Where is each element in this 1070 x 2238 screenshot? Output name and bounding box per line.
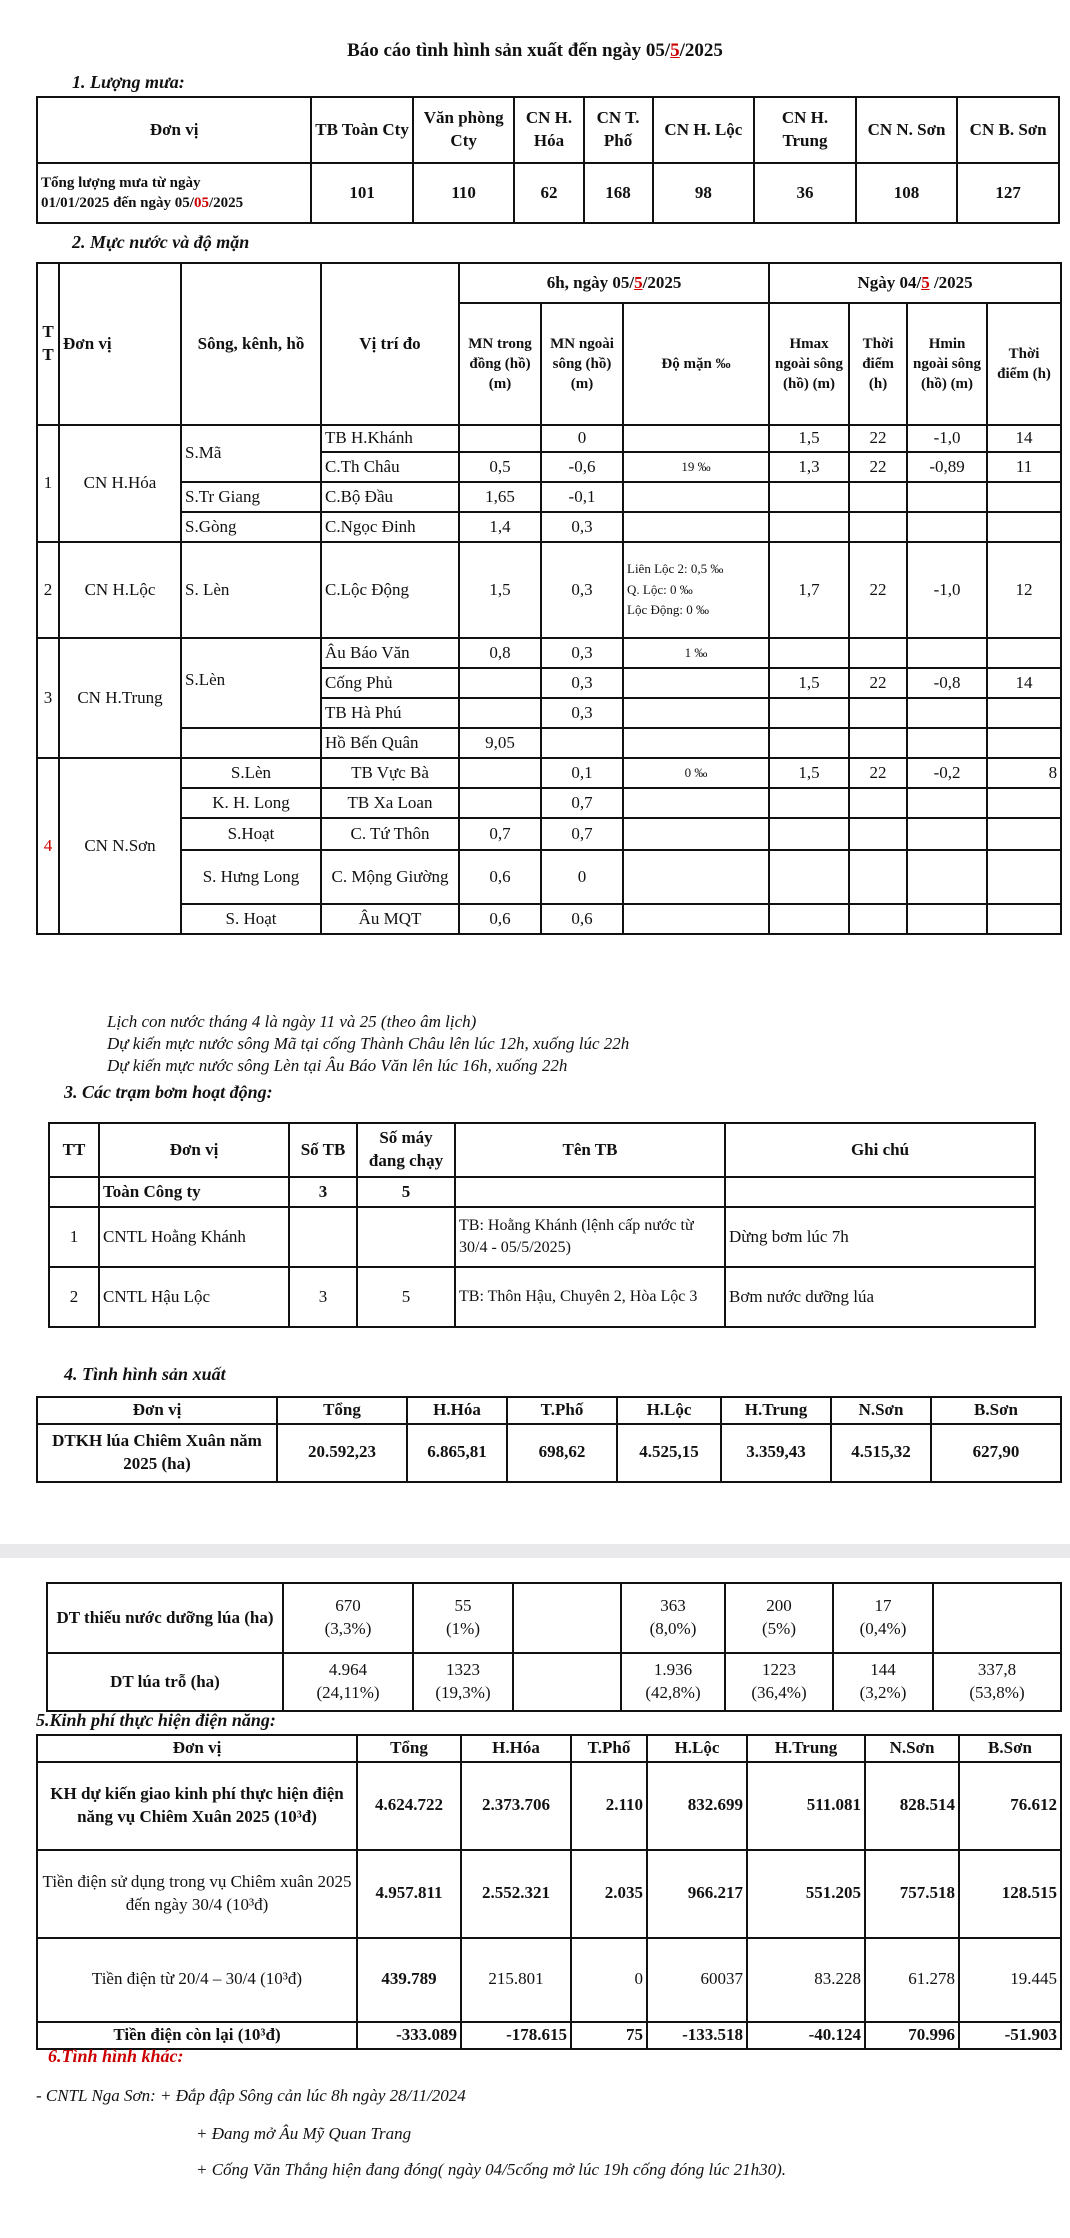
cost-value: 2.373.706 <box>461 1762 571 1850</box>
cell-mn-out: -0,6 <box>541 452 623 482</box>
cell-time: 22 <box>849 542 907 638</box>
cell-time: 12 <box>987 542 1061 638</box>
heading-value: 1323 (19,3%) <box>413 1653 513 1711</box>
rain-value: 36 <box>754 163 856 223</box>
row-unit: CN N.Sơn <box>59 758 181 934</box>
rain-value: 62 <box>514 163 583 223</box>
cost-value: 2.552.321 <box>461 1850 571 1938</box>
row-label: DTKH lúa Chiêm Xuân năm 2025 (ha) <box>37 1424 277 1482</box>
cell-mn-out: 0,7 <box>541 788 623 818</box>
cell-mn-out: -0,1 <box>541 482 623 512</box>
row-unit: CN H.Trung <box>59 638 181 758</box>
header-col: N.Sơn <box>831 1397 931 1424</box>
cell-salinity <box>623 668 769 698</box>
heading-value <box>513 1653 621 1711</box>
cell-location: Hồ Bến Quân <box>321 728 459 758</box>
cell-location: C. Tứ Thôn <box>321 818 459 850</box>
header-time: Thời điểm (h) <box>849 303 907 425</box>
cost-value: 60037 <box>647 1938 747 2022</box>
row-label: DT lúa trỗ (ha) <box>47 1653 283 1711</box>
rain-value: 127 <box>957 163 1059 223</box>
area-value: 4.515,32 <box>831 1424 931 1482</box>
cost-value: 551.205 <box>747 1850 865 1938</box>
cell-mn-in: 0,5 <box>459 452 541 482</box>
shortage-value: 363 (8,0%) <box>621 1583 725 1653</box>
header-col: CN B. Sơn <box>957 97 1059 163</box>
cost-value: 832.699 <box>647 1762 747 1850</box>
cell-time: 22 <box>849 452 907 482</box>
cell-tt: 2 <box>49 1267 99 1327</box>
cell-note: Bơm nước dưỡng lúa <box>725 1267 1035 1327</box>
cell-location: C. Mộng Giường <box>321 850 459 904</box>
cost-value: 19.445 <box>959 1938 1061 2022</box>
row-tt: 4 <box>37 758 59 934</box>
cell-location: TB H.Khánh <box>321 425 459 452</box>
cost-value: 61.278 <box>865 1938 959 2022</box>
cost-value: 439.789 <box>357 1938 461 2022</box>
cell-time <box>987 788 1061 818</box>
cell-river: S. Hưng Long <box>181 850 321 904</box>
shortage-value <box>513 1583 621 1653</box>
cell-hmin <box>907 904 987 934</box>
header-tt: T T <box>37 263 59 425</box>
cell-hmin: -1,0 <box>907 425 987 452</box>
cell-count: 3 <box>289 1267 357 1327</box>
cell-river: S.Gòng <box>181 512 321 542</box>
area-value: 20.592,23 <box>277 1424 407 1482</box>
cell-mn-in: 1,65 <box>459 482 541 512</box>
cell-mn-out: 0,3 <box>541 542 623 638</box>
cell-time <box>987 904 1061 934</box>
cell-mn-in: 9,05 <box>459 728 541 758</box>
shortage-value: 200 (5%) <box>725 1583 833 1653</box>
cell-running: 5 <box>357 1267 455 1327</box>
cell-location: C.Th Châu <box>321 452 459 482</box>
cell-river: S.Mã <box>181 425 321 482</box>
header-col: B.Sơn <box>959 1735 1061 1762</box>
header-running: Số máy đang chạy <box>357 1123 455 1177</box>
cell-hmin: -0,2 <box>907 758 987 788</box>
cell-location: TB Xa Loan <box>321 788 459 818</box>
header-mn-out: MN ngoài sông (hồ) (m) <box>541 303 623 425</box>
cell-hmin: -0,89 <box>907 452 987 482</box>
cell-river: S. Lèn <box>181 542 321 638</box>
section-2-heading: 2. Mực nước và độ mặn <box>72 232 250 252</box>
area-value: 627,90 <box>931 1424 1061 1482</box>
cell-mn-out <box>541 728 623 758</box>
cell-hmin <box>907 850 987 904</box>
water-level-table <box>36 262 1062 935</box>
cell-hmax: 1,5 <box>769 425 849 452</box>
cell-salinity <box>623 425 769 452</box>
heading-value: 1223 (36,4%) <box>725 1653 833 1711</box>
row-tt: 1 <box>37 425 59 542</box>
cell-location: TB Hà Phú <box>321 698 459 728</box>
cell-mn-in: 0,7 <box>459 818 541 850</box>
header-river: Sông, kênh, hồ <box>181 263 321 425</box>
cell-location: Âu Báo Văn <box>321 638 459 668</box>
cell-hmax: 1,3 <box>769 452 849 482</box>
cell-hmin <box>907 818 987 850</box>
cell-mn-out: 0,7 <box>541 818 623 850</box>
cell-river: K. H. Long <box>181 788 321 818</box>
cell-hmax: 1,5 <box>769 668 849 698</box>
cell-time <box>987 818 1061 850</box>
cell-note: Dừng bơm lúc 7h <box>725 1207 1035 1267</box>
cell-time <box>849 728 907 758</box>
cell-mn-in: 0,6 <box>459 850 541 904</box>
cell-time: 14 <box>987 668 1061 698</box>
header-tt: TT <box>49 1123 99 1177</box>
cell-hmin <box>907 482 987 512</box>
rain-value: 101 <box>311 163 413 223</box>
cell-hmax <box>769 788 849 818</box>
cell-time <box>987 698 1061 728</box>
header-count: Số TB <box>289 1123 357 1177</box>
cell-hmax <box>769 850 849 904</box>
cell-hmin <box>907 638 987 668</box>
cell-mn-in: 0,6 <box>459 904 541 934</box>
cell-time <box>849 638 907 668</box>
cell-note <box>725 1177 1035 1207</box>
cell-salinity <box>623 698 769 728</box>
header-col: H.Trung <box>721 1397 831 1424</box>
header-col: CN H. Lộc <box>653 97 755 163</box>
cost-value: 76.612 <box>959 1762 1061 1850</box>
cell-station-name: TB: Hoằng Khánh (lệnh cấp nước từ 30/4 - 05/5/2025) <box>455 1207 725 1267</box>
area-value: 698,62 <box>507 1424 617 1482</box>
cell-time <box>987 850 1061 904</box>
cell-mn-in <box>459 758 541 788</box>
rain-value: 168 <box>584 163 653 223</box>
cell-time <box>849 904 907 934</box>
section-4-heading: 4. Tình hình sản xuất <box>64 1364 226 1384</box>
heading-value: 144 (3,2%) <box>833 1653 933 1711</box>
row-label: Tiền điện còn lại (10³đ) <box>37 2022 357 2049</box>
cell-location: Âu MQT <box>321 904 459 934</box>
cell-hmax <box>769 512 849 542</box>
cell-time: 11 <box>987 452 1061 482</box>
row-tt: 2 <box>37 542 59 638</box>
rain-value: 110 <box>413 163 515 223</box>
cell-mn-out: 0 <box>541 850 623 904</box>
cell-time <box>987 512 1061 542</box>
section-3-heading: 3. Các trạm bơm hoạt động: <box>64 1082 273 1102</box>
page-break <box>0 1544 1070 1558</box>
shortage-value: 670 (3,3%) <box>283 1583 413 1653</box>
cell-time: 22 <box>849 425 907 452</box>
tide-note: Lịch con nước tháng 4 là ngày 11 và 25 (theo âm lịch) <box>107 1012 477 1031</box>
cell-time <box>987 482 1061 512</box>
header-unit: Đơn vị <box>37 1397 277 1424</box>
cell-time <box>849 482 907 512</box>
cell-hmin: -1,0 <box>907 542 987 638</box>
header-station-name: Tên TB <box>455 1123 725 1177</box>
cell-salinity: 1 ‰ <box>623 638 769 668</box>
cell-count: 3 <box>289 1177 357 1207</box>
header-col: H.Lộc <box>617 1397 721 1424</box>
row-label: Tiền điện sử dụng trong vụ Chiêm xuân 2025 đến ngày 30/4 (10³đ) <box>37 1850 357 1938</box>
cell-salinity <box>623 818 769 850</box>
cost-value: 4.624.722 <box>357 1762 461 1850</box>
cell-running <box>357 1207 455 1267</box>
cell-running: 5 <box>357 1177 455 1207</box>
cost-value: 75 <box>571 2022 647 2049</box>
cell-hmin <box>907 728 987 758</box>
cell-salinity <box>623 482 769 512</box>
tide-note: Dự kiến mực nước sông Mã tại cống Thành Châu lên lúc 12h, xuống lúc 22h <box>107 1034 630 1053</box>
header-col: CN N. Sơn <box>856 97 958 163</box>
header-hmin: Hmin ngoài sông (hồ) (m) <box>907 303 987 425</box>
cell-station-name: TB: Thôn Hậu, Chuyên 2, Hòa Lộc 3 <box>455 1267 725 1327</box>
cost-value: 70.996 <box>865 2022 959 2049</box>
cell-hmin <box>907 512 987 542</box>
cell-hmax <box>769 698 849 728</box>
header-salinity: Độ mặn ‰ <box>623 303 769 425</box>
cell-time <box>987 728 1061 758</box>
header-col: CN H. Trung <box>754 97 856 163</box>
cost-value: -40.124 <box>747 2022 865 2049</box>
cost-value: 828.514 <box>865 1762 959 1850</box>
shortage-value: 55 (1%) <box>413 1583 513 1653</box>
area-value: 4.525,15 <box>617 1424 721 1482</box>
cost-value: -333.089 <box>357 2022 461 2049</box>
cell-salinity <box>623 788 769 818</box>
cell-river: S.Lèn <box>181 758 321 788</box>
row-tt: 3 <box>37 638 59 758</box>
cell-location: C.Bộ Đầu <box>321 482 459 512</box>
cell-hmin <box>907 788 987 818</box>
cell-time: 22 <box>849 668 907 698</box>
header-col: T.Phố <box>571 1735 647 1762</box>
cell-mn-in <box>459 425 541 452</box>
header-unit: Đơn vị <box>37 1735 357 1762</box>
heading-value: 337,8 (53,8%) <box>933 1653 1061 1711</box>
other-note: + Đang mở Âu Mỹ Quan Trang <box>196 2124 412 2143</box>
cell-salinity: 0 ‰ <box>623 758 769 788</box>
heading-value: 4.964 (24,11%) <box>283 1653 413 1711</box>
cell-location: C.Lộc Động <box>321 542 459 638</box>
cell-hmax: 1,7 <box>769 542 849 638</box>
cost-value: -133.518 <box>647 2022 747 2049</box>
tide-note: Dự kiến mực nước sông Lèn tại Âu Báo Văn lên lúc 16h, xuống 22h <box>107 1056 568 1075</box>
cell-river: S.Hoạt <box>181 818 321 850</box>
section-5-heading: 5.Kinh phí thực hiện điện năng: <box>36 1710 276 1730</box>
production-table-continued <box>46 1582 1062 1712</box>
cell-salinity <box>623 850 769 904</box>
header-note: Ghi chú <box>725 1123 1035 1177</box>
cell-salinity <box>623 904 769 934</box>
cost-value: -51.903 <box>959 2022 1061 2049</box>
cell-salinity <box>623 728 769 758</box>
cell-river: S.Tr Giang <box>181 482 321 512</box>
cell-station-name <box>455 1177 725 1207</box>
cell-salinity: 19 ‰ <box>623 452 769 482</box>
cell-mn-out: 0,3 <box>541 698 623 728</box>
header-col: T.Phố <box>507 1397 617 1424</box>
header-col: H.Hóa <box>407 1397 507 1424</box>
header-col: H.Trung <box>747 1735 865 1762</box>
cost-value: 966.217 <box>647 1850 747 1938</box>
cell-river <box>181 728 321 758</box>
cost-value: 2.110 <box>571 1762 647 1850</box>
other-note: + Cống Văn Thắng hiện đang đóng( ngày 04/5cống mở lúc 19h cống đóng lúc 21h30). <box>196 2160 786 2179</box>
cell-mn-in <box>459 788 541 818</box>
cell-mn-in: 1,5 <box>459 542 541 638</box>
cell-tt: 1 <box>49 1207 99 1267</box>
heading-value: 1.936 (42,8%) <box>621 1653 725 1711</box>
cell-hmax <box>769 482 849 512</box>
cell-count <box>289 1207 357 1267</box>
row-label: Tiền điện từ 20/4 – 30/4 (10³đ) <box>37 1938 357 2022</box>
pump-station-table <box>48 1122 1036 1328</box>
header-col: Tổng <box>277 1397 407 1424</box>
cell-mn-out: 0,3 <box>541 638 623 668</box>
header-col: CN H. Hóa <box>514 97 583 163</box>
cell-location: C.Ngọc Đinh <box>321 512 459 542</box>
section-1-heading: 1. Lượng mưa: <box>72 72 185 92</box>
header-unit: Đơn vị <box>37 97 311 163</box>
shortage-value: 17 (0,4%) <box>833 1583 933 1653</box>
header-col: H.Lộc <box>647 1735 747 1762</box>
cell-time <box>849 698 907 728</box>
cell-salinity: Liên Lộc 2: 0,5 ‰ Q. Lộc: 0 ‰ Lộc Động: 0 ‰ <box>623 542 769 638</box>
cell-salinity <box>623 512 769 542</box>
cell-unit: Toàn Công ty <box>99 1177 289 1207</box>
rain-value: 98 <box>653 163 755 223</box>
cost-value: 2.035 <box>571 1850 647 1938</box>
cell-hmax <box>769 818 849 850</box>
cell-mn-in <box>459 668 541 698</box>
electricity-table <box>36 1734 1062 2050</box>
header-col: CN T. Phố <box>584 97 653 163</box>
header-col: N.Sơn <box>865 1735 959 1762</box>
row-unit: CN H.Lộc <box>59 542 181 638</box>
cell-time <box>849 818 907 850</box>
header-mn-in: MN trong đồng (hồ) (m) <box>459 303 541 425</box>
rainfall-table <box>36 96 1060 224</box>
header-group-yesterday: Ngày 04/5 /2025 <box>769 263 1061 303</box>
cell-time <box>849 850 907 904</box>
cell-time <box>849 512 907 542</box>
cell-mn-out: 0,1 <box>541 758 623 788</box>
cost-value: -178.615 <box>461 2022 571 2049</box>
cost-value: 128.515 <box>959 1850 1061 1938</box>
header-col: Tổng <box>357 1735 461 1762</box>
cell-time <box>987 638 1061 668</box>
cost-value: 4.957.811 <box>357 1850 461 1938</box>
header-col: TB Toàn Cty <box>311 97 413 163</box>
cell-time: 14 <box>987 425 1061 452</box>
cell-hmax <box>769 638 849 668</box>
cell-mn-out: 0,6 <box>541 904 623 934</box>
cell-time: 22 <box>849 758 907 788</box>
header-col: Văn phòng Cty <box>413 97 515 163</box>
cost-value: 215.801 <box>461 1938 571 2022</box>
cell-unit: CNTL Hậu Lộc <box>99 1267 289 1327</box>
cell-river: S.Lèn <box>181 638 321 728</box>
cell-location: Cống Phủ <box>321 668 459 698</box>
header-col: H.Hóa <box>461 1735 571 1762</box>
report-title: Báo cáo tình hình sản xuất đến ngày 05/5/2025 <box>347 40 723 61</box>
cell-mn-in <box>459 698 541 728</box>
area-value: 3.359,43 <box>721 1424 831 1482</box>
rain-value: 108 <box>856 163 958 223</box>
row-unit: CN H.Hóa <box>59 425 181 542</box>
area-value: 6.865,81 <box>407 1424 507 1482</box>
row-label: KH dự kiến giao kinh phí thực hiện điện năng vụ Chiêm Xuân 2025 (10³đ) <box>37 1762 357 1850</box>
header-unit: Đơn vị <box>99 1123 289 1177</box>
cost-value: 511.081 <box>747 1762 865 1850</box>
row-label: DT thiếu nước dưỡng lúa (ha) <box>47 1583 283 1653</box>
production-table <box>36 1396 1062 1483</box>
cell-hmin: -0,8 <box>907 668 987 698</box>
cell-time: 8 <box>987 758 1061 788</box>
cell-tt <box>49 1177 99 1207</box>
cell-time <box>849 788 907 818</box>
cell-mn-out: 0,3 <box>541 512 623 542</box>
header-location: Vị trí đo <box>321 263 459 425</box>
header-group-today: 6h, ngày 05/5/2025 <box>459 263 769 303</box>
section-6-heading: 6.Tình hình khác: <box>48 2046 184 2066</box>
cell-hmax <box>769 728 849 758</box>
other-note: - CNTL Nga Sơn: + Đắp đập Sông cản lúc 8h ngày 28/11/2024 <box>36 2086 466 2105</box>
cell-mn-out: 0,3 <box>541 668 623 698</box>
cell-hmin <box>907 698 987 728</box>
shortage-value <box>933 1583 1061 1653</box>
header-hmax: Hmax ngoài sông (hồ) (m) <box>769 303 849 425</box>
cell-location: TB Vực Bà <box>321 758 459 788</box>
cost-value: 757.518 <box>865 1850 959 1938</box>
cost-value: 0 <box>571 1938 647 2022</box>
cell-hmax: 1,5 <box>769 758 849 788</box>
header-unit: Đơn vị <box>59 263 181 425</box>
cell-hmax <box>769 904 849 934</box>
cell-unit: CNTL Hoằng Khánh <box>99 1207 289 1267</box>
cell-mn-out: 0 <box>541 425 623 452</box>
cost-value: 83.228 <box>747 1938 865 2022</box>
cell-mn-in: 0,8 <box>459 638 541 668</box>
cell-river: S. Hoạt <box>181 904 321 934</box>
row-label: Tổng lượng mưa từ ngày 01/01/2025 đến ngày 05/05/2025 <box>37 163 311 223</box>
cell-mn-in: 1,4 <box>459 512 541 542</box>
header-time: Thời điểm (h) <box>987 303 1061 425</box>
header-col: B.Sơn <box>931 1397 1061 1424</box>
